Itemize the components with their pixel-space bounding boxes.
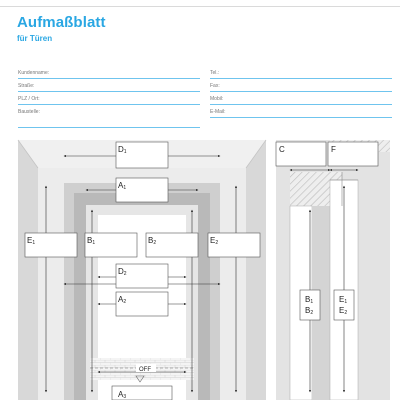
field-label-baustelle: Baustelle: [18, 109, 40, 115]
label-f: F [331, 145, 336, 154]
input-box-d1[interactable] [116, 142, 168, 168]
field-label-email: E-Mail: [210, 109, 226, 115]
field-label-mobil: Mobil: [210, 96, 224, 102]
label-a2: A2 [118, 295, 127, 305]
field-label-strasse: Straße: [18, 83, 35, 89]
label-c: C [279, 145, 285, 154]
field-label-fax: Fax: [210, 83, 220, 89]
page-title: Aufmaßblatt [17, 14, 106, 31]
page-subtitle: für Türen [17, 34, 53, 43]
label-off: OFF [139, 367, 151, 373]
label-b2: B2 [148, 236, 157, 246]
field-label-tel: Tel.: [210, 70, 220, 76]
label-d1: D1 [118, 145, 127, 155]
label-a1: A1 [118, 181, 127, 191]
label-d2: D2 [118, 267, 127, 277]
side-view [276, 140, 390, 400]
label-side-e2: E2 [339, 306, 348, 316]
label-e1: E1 [27, 236, 36, 246]
label-side-b2: B2 [305, 306, 314, 316]
front-view [18, 140, 266, 400]
label-a3: A3 [118, 390, 127, 400]
label-e2: E2 [210, 236, 219, 246]
label-b1: B1 [87, 236, 96, 246]
label-side-b1: B1 [305, 295, 314, 305]
label-side-e1: E1 [339, 295, 348, 305]
field-label-plz-ort: PLZ / Ort: [18, 96, 40, 102]
field-label-kundenname: Kundenname: [18, 70, 50, 76]
